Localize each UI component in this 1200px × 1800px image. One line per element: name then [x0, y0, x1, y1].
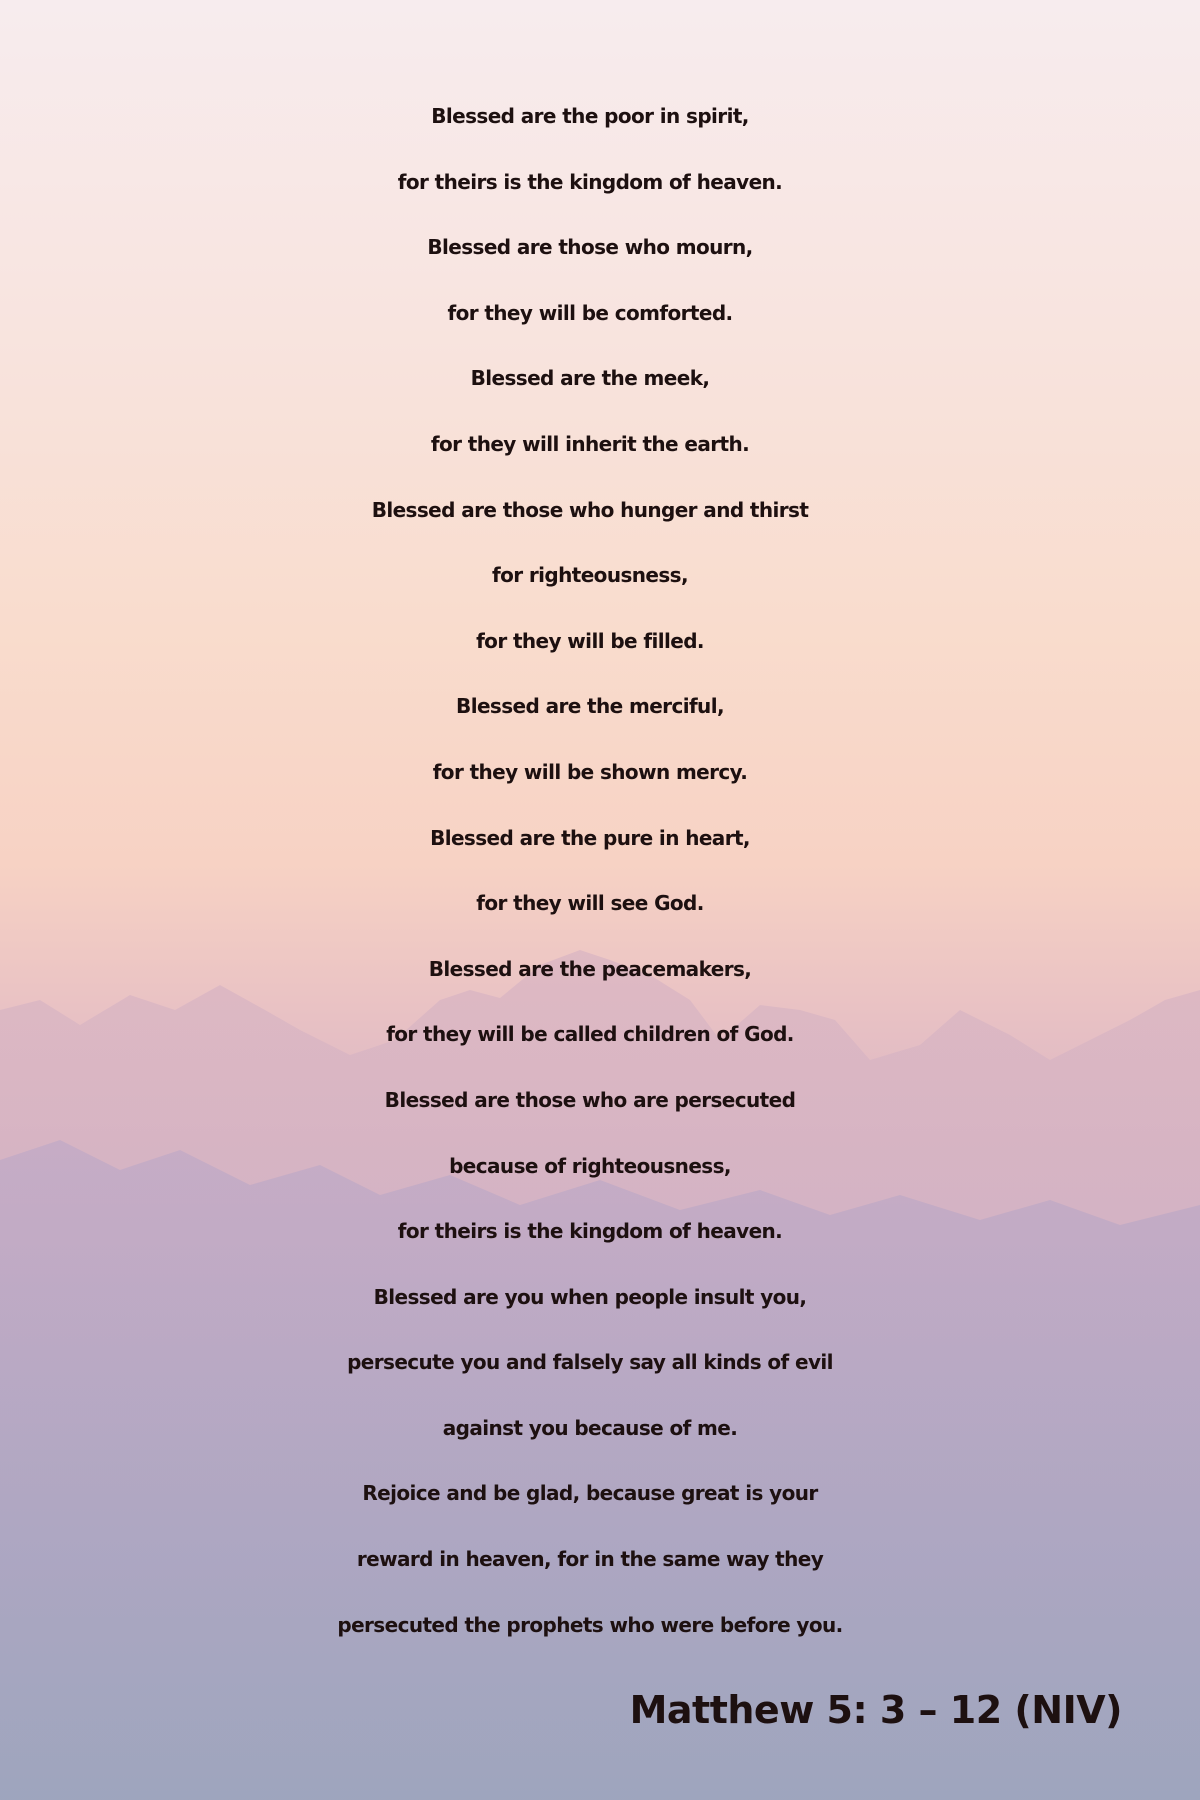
verse-line: because of righteousness,	[449, 1153, 731, 1178]
verse-line: for they will be filled.	[476, 628, 704, 653]
verse-line: Rejoice and be glad, because great is your	[362, 1481, 818, 1506]
verse-line: for they will be shown mercy.	[432, 759, 748, 784]
verse-line: for they will inherit the earth.	[430, 431, 750, 456]
verse-line: for righteousness,	[492, 563, 688, 588]
verse-line: Blessed are you when people insult you,	[373, 1284, 807, 1309]
verse-line: for they will see God.	[476, 891, 704, 916]
beatitudes-verse	[0, 84, 1180, 1658]
verse-line: Blessed are the meek,	[470, 366, 710, 391]
verse-line: persecuted the prophets who were before you.	[337, 1612, 843, 1637]
verse-line: reward in heaven, for in the same way they	[356, 1547, 824, 1572]
verse-line: for theirs is the kingdom of heaven.	[397, 1219, 783, 1244]
verse-line: Blessed are those who mourn,	[427, 235, 753, 260]
verse-line: for theirs is the kingdom of heaven.	[397, 169, 783, 194]
verse-line: Blessed are those who are persecuted	[384, 1087, 796, 1112]
verse-line: Blessed are the peacemakers,	[428, 956, 752, 981]
verse-line: for they will be called children of God.	[386, 1022, 794, 1047]
verse-line: against you because of me.	[442, 1415, 738, 1440]
verse-line: Blessed are the merciful,	[456, 694, 724, 719]
verse-line: persecute you and falsely say all kinds of evil	[347, 1350, 833, 1375]
verse-line: Blessed are the poor in spirit,	[431, 104, 749, 128]
verse-line: Blessed are those who hunger and thirst	[371, 497, 809, 522]
verse-line: Blessed are the pure in heart,	[430, 825, 750, 850]
verse-line: for they will be comforted.	[447, 300, 733, 325]
scripture-citation: Matthew 5: 3 – 12 (NIV)	[629, 1688, 1122, 1732]
